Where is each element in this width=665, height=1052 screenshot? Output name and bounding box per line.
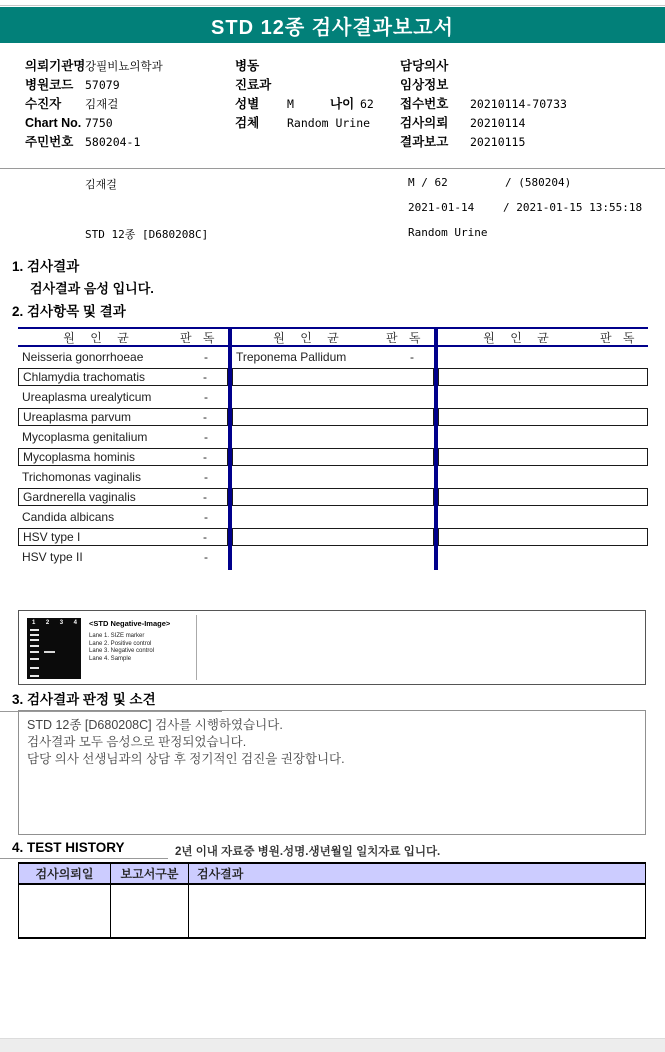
- field-label: 검체: [235, 116, 260, 130]
- summary-sex-age: M / 62: [408, 176, 448, 189]
- gel-legend-line: Lane 3. Negative control: [89, 648, 155, 654]
- field-value: Random Urine: [287, 116, 371, 130]
- section1-result-text: 검사결과 음성 입니다.: [30, 281, 154, 296]
- gel-band: [30, 675, 39, 677]
- table-header-row: [438, 327, 648, 347]
- table-row-empty: [232, 427, 434, 447]
- info-row: [400, 76, 567, 95]
- info-row: [400, 57, 567, 76]
- field-value: 20210115: [470, 135, 526, 149]
- field-value: 김재걸: [85, 97, 119, 111]
- header-pathogen: 원 인 균: [63, 330, 135, 345]
- history-cell-empty: [189, 885, 645, 937]
- gel-legend-line: Lane 1. SIZE marker: [89, 633, 145, 639]
- table-row: Mycoplasma hominis -: [18, 448, 228, 466]
- field-value: 580204-1: [85, 135, 141, 149]
- pathogen-result-table: [18, 327, 648, 570]
- info-row: [235, 95, 374, 114]
- report-title-banner: [0, 7, 665, 43]
- field-label: 결과보고: [400, 135, 449, 149]
- history-cell-empty: [111, 885, 189, 937]
- field-label: 담당의사: [400, 59, 449, 73]
- table-row-empty: [232, 547, 434, 567]
- gel-band: [30, 651, 39, 653]
- field-value: 62: [360, 97, 374, 111]
- info-row: [235, 114, 374, 133]
- table-row-empty: [232, 387, 434, 407]
- summary-test-name: STD 12종 [D680208C]: [85, 228, 209, 241]
- gel-legend-line: Lane 4. Sample: [89, 655, 132, 662]
- table-row-empty: [232, 507, 434, 527]
- history-header-report-type: 보고서구분: [111, 864, 189, 883]
- comment-line: 담당 의사 선생님과의 상담 후 정기적인 검진을 권장합니다.: [27, 752, 345, 766]
- history-body-row: [19, 885, 645, 937]
- table-row-empty: [438, 547, 648, 567]
- table-row: Ureaplasma urealyticum -: [22, 390, 208, 404]
- info-row: [25, 114, 163, 133]
- table-row-empty: [232, 488, 434, 506]
- table-row-empty: [438, 507, 648, 527]
- table-row-empty: [232, 528, 434, 546]
- header-result: 판 독: [386, 330, 425, 345]
- gel-sample-band: [44, 651, 55, 653]
- gel-electrophoresis-image: [27, 618, 81, 679]
- table-row: Trichomonas vaginalis -: [22, 470, 208, 484]
- table-header-row: [18, 327, 228, 347]
- field-value: 20210114: [470, 116, 526, 130]
- field-label: 수진자: [25, 97, 62, 111]
- table-row-empty: [438, 467, 648, 487]
- header-result: 판 독: [600, 330, 639, 345]
- table-row: Mycoplasma genitalium -: [22, 430, 208, 444]
- gel-legend-title: <STD Negative-Image>: [89, 619, 171, 628]
- lane-number: 2: [45, 620, 50, 626]
- gel-band: [30, 658, 39, 660]
- info-row: [400, 95, 567, 114]
- field-label: 접수번호: [400, 97, 449, 111]
- info-row: [25, 76, 163, 95]
- header-pathogen: 원 인 균: [273, 330, 345, 345]
- field-value: 강필비뇨의학과: [85, 59, 163, 73]
- table-row-empty: [438, 427, 648, 447]
- field-label: 검사의뢰: [400, 116, 449, 130]
- history-header-result: 검사결과: [197, 867, 244, 881]
- gel-panel-divider: [196, 615, 197, 680]
- table-row: Neisseria gonorrhoeae -: [22, 350, 208, 364]
- comment-line: 검사결과 모두 음성으로 판정되었습니다.: [27, 735, 247, 749]
- summary-report-datetime: / 2021-01-15 13:55:18: [503, 201, 643, 214]
- section-divider-line: [0, 168, 665, 169]
- field-value: 7750: [85, 116, 113, 130]
- info-right-column: [400, 57, 567, 152]
- table-row: Ureaplasma parvum -: [18, 408, 228, 426]
- table-row-empty: [438, 528, 648, 546]
- table-row-empty: [438, 368, 648, 386]
- field-label: 성별: [235, 97, 260, 111]
- table-row-empty: [438, 488, 648, 506]
- pathogen-table-group-3: [438, 327, 648, 570]
- info-row: [400, 133, 567, 152]
- gel-image-panel: [18, 610, 646, 685]
- field-label: 병동: [235, 59, 260, 73]
- history-header-request-date: 검사의뢰일: [19, 864, 111, 883]
- field-value: 20210114-70733: [470, 97, 567, 111]
- lane-number: 4: [73, 620, 77, 626]
- section4-title: 4. TEST HISTORY: [0, 840, 168, 859]
- bottom-bar: [0, 1038, 665, 1052]
- table-row-empty: [232, 467, 434, 487]
- table-row-empty: [232, 408, 434, 426]
- field-label: 의뢰기관명: [25, 59, 86, 73]
- header-pathogen: 원 인 균: [483, 330, 555, 345]
- field-label: 임상정보: [400, 78, 449, 92]
- table-row: Chlamydia trachomatis -: [18, 368, 228, 386]
- gel-band: [30, 667, 39, 669]
- table-row-empty: [438, 448, 648, 466]
- gel-band: [30, 639, 39, 641]
- summary-birth: / (580204): [505, 176, 572, 189]
- section2-title: 2. 검사항목 및 결과: [12, 304, 126, 319]
- info-row: [25, 57, 163, 76]
- lane-number: 3: [59, 620, 64, 626]
- info-row: [400, 114, 567, 133]
- table-row-empty: [232, 448, 434, 466]
- gel-band: [30, 634, 39, 636]
- table-row-empty: [438, 347, 648, 367]
- section3-title: 3. 검사결과 판정 및 소견: [0, 688, 222, 712]
- top-divider: [0, 0, 665, 6]
- summary-specimen: Random Urine: [408, 226, 488, 239]
- table-row-empty: [438, 387, 648, 407]
- lane-number: 1: [32, 620, 36, 626]
- field-value: 57079: [85, 78, 120, 92]
- section1-title: 1. 검사결과: [12, 259, 80, 274]
- field-label: 진료과: [235, 78, 272, 92]
- report-title: STD 12종 검사결과보고서: [211, 16, 454, 39]
- info-row: [25, 133, 163, 152]
- table-row: Treponema Pallidum -: [236, 350, 414, 364]
- gel-lane-numbers: [27, 618, 81, 626]
- info-left-column: [25, 57, 163, 152]
- gel-legend: [89, 619, 199, 663]
- field-label: 주민번호: [25, 135, 74, 149]
- history-cell-empty: [19, 885, 111, 937]
- history-header-row: [19, 864, 645, 885]
- table-row: HSV type II -: [22, 550, 208, 564]
- field-label: Chart No.: [25, 116, 82, 130]
- header-result: 판 독: [180, 330, 219, 345]
- summary-request-date: 2021-01-14: [408, 201, 475, 214]
- gel-band: [30, 629, 39, 631]
- comment-line: STD 12종 [D680208C] 검사를 시행하였습니다.: [27, 718, 283, 732]
- field-value: M: [287, 97, 294, 111]
- info-middle-column: [235, 57, 374, 133]
- table-row: Gardnerella vaginalis -: [18, 488, 228, 506]
- comment-box: [18, 710, 646, 835]
- info-row: [235, 57, 374, 76]
- info-row: [25, 95, 163, 114]
- table-row-empty: [232, 368, 434, 386]
- table-row: Candida albicans -: [22, 510, 208, 524]
- pathogen-table-group-1: [18, 327, 228, 570]
- gel-band: [30, 645, 39, 647]
- summary-patient-name: 김재걸: [85, 178, 117, 191]
- field-label: 병원코드: [25, 78, 74, 92]
- history-note: 2년 이내 자료중 병원.성명.생년월일 일치자료 입니다.: [175, 846, 441, 858]
- field-label: 나이: [330, 97, 355, 111]
- table-header-row: [232, 327, 434, 347]
- test-history-table: [18, 862, 646, 939]
- pathogen-table-group-2: [232, 327, 434, 570]
- table-row-empty: [438, 408, 648, 426]
- gel-legend-line: Lane 2. Positive control: [89, 640, 152, 647]
- table-row: HSV type I -: [18, 528, 228, 546]
- info-row: [235, 76, 374, 95]
